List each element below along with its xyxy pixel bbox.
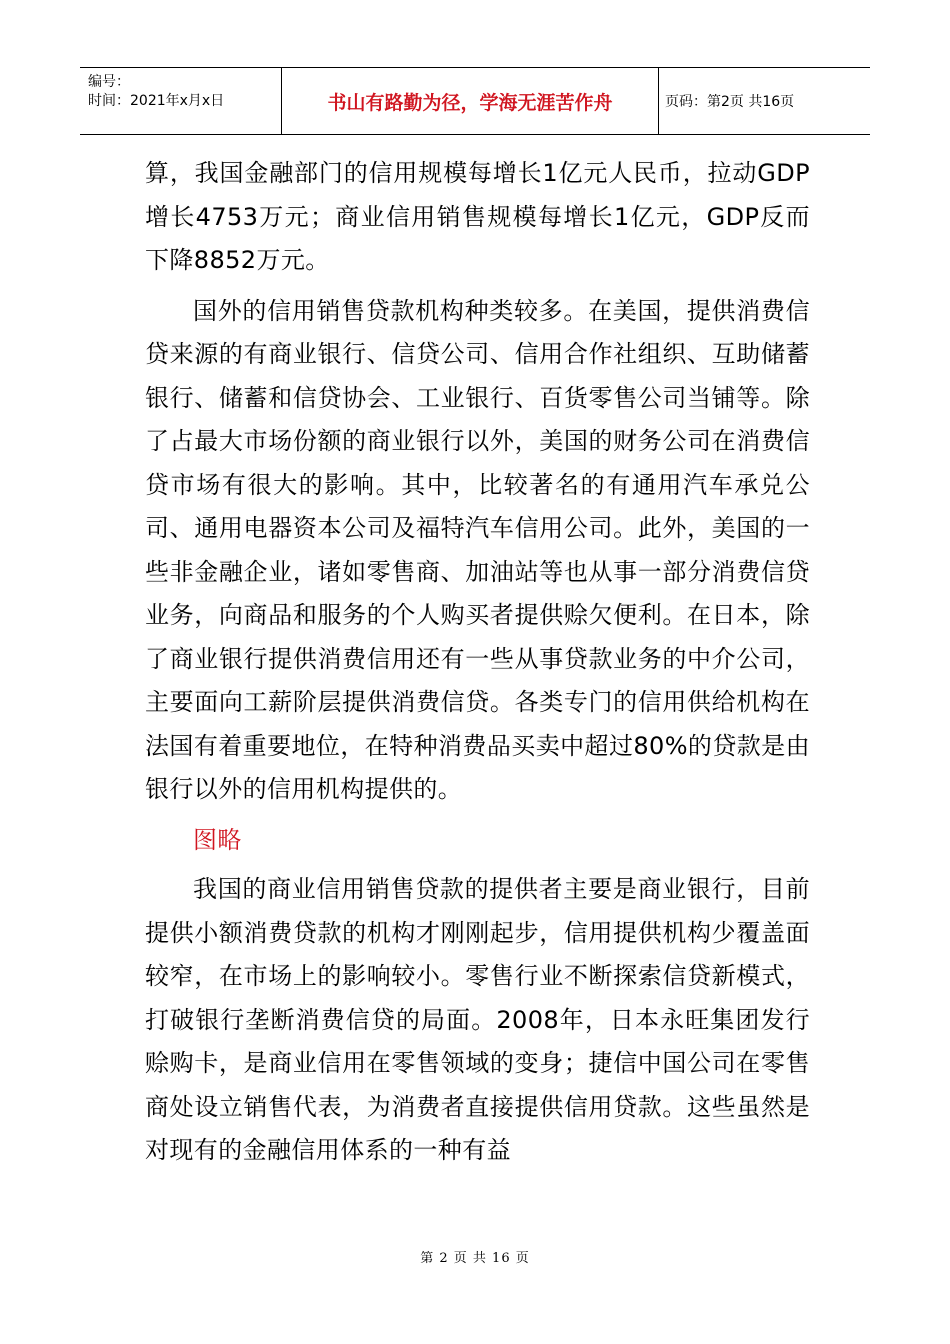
page-header [80, 67, 870, 135]
page-footer: 第 2 页 共 16 页 [420, 1251, 530, 1266]
figure-omitted-note: 图略 [193, 825, 242, 854]
paragraph-2: 国外的信用销售贷款机构种类较多。在美国，提供消费信贷来源的有商业银行、信贷公司、信用合作社组织、互助储蓄银行、储蓄和信贷协会、工业银行、百货零售公司当铺等。除了占最大市场份额的商业银行以外，美国的财务公司在消费信贷市场有很大的影响。其中，比较著名的有通用汽车承兑公司、通用电器资本公司及福特汽车信用公司。此外，美国的一些非金融企业，诸如零售商、加油站等也从事一部分消费信贷业务，向商品和服务的个人购买者提供赊欠便利。在日本，除了商业银行提供消费信用还有一些从事贷款业务的中介公司，主要面向工薪阶层提供消费信贷。各类专门的信用供给机构在法国有着重要地位，在特种消费品买卖中超过80%的贷款是由银行以外的信用机构提供的。 [145, 296, 810, 803]
document-body [145, 152, 810, 1180]
paragraph-3: 我国的商业信用销售贷款的提供者主要是商业银行，目前提供小额消费贷款的机构才刚刚起步，信用提供机构少覆盖面较窄，在市场上的影响较小。零售行业不断探索信贷新模式，打破银行垄断消费信贷的局面。2008年，日本永旺集团发行赊购卡，是商业信用在零售领域的变身；捷信中国公司在零售商处设立销售代表，为消费者直接提供信用贷款。这些虽然是对现有的金融信用体系的一种有益 [145, 875, 810, 1164]
serial-label: 编号： [88, 74, 130, 90]
header-meta [80, 68, 282, 134]
paragraph-1: 算，我国金融部门的信用规模每增长1亿元人民币，拉动GDP增长4753万元；商业信用销售规模每增长1亿元，GDP反而下降8852万元。 [145, 159, 810, 274]
header-page-info: 页码：第2页 共16页 [665, 94, 795, 110]
header-motto: 书山有路勤为径，学海无涯苦作舟 [282, 68, 659, 134]
time-label: 时间：2021年x月x日 [88, 93, 225, 109]
